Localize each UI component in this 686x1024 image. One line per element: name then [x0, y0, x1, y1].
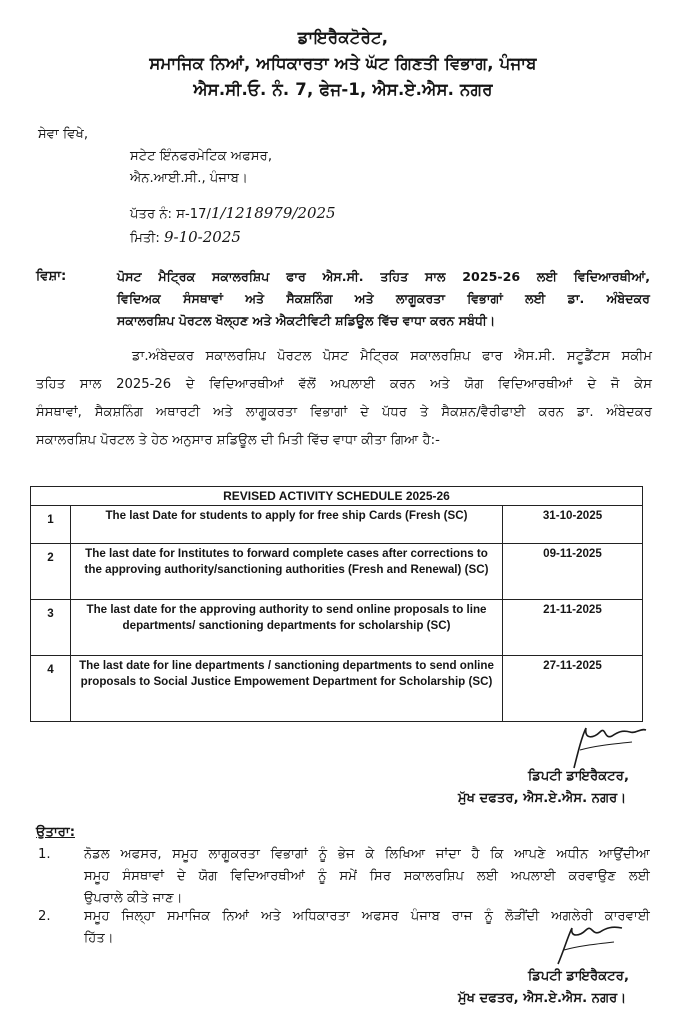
- subject-line-2: ਵਿਦਿਅਕ ਸੰਸਥਾਵਾਂ ਅਤੇ ਸੈਕਸ਼ਨਿੰਗ ਅਤੇ ਲਾਗੂਕਰਤਾ ਵਿਭਾਗਾਂ ਲਈ ਡਾ. ਅੰਬੇਦਕਰ: [117, 291, 650, 306]
- schedule-caption-row: [31, 487, 643, 506]
- department-name: ਸਮਾਜਿਕ ਨਿਆਂ, ਅਧਿਕਾਰਤਾ ਅਤੇ ਘੱਟ ਗਿਣਤੀ ਵਿਭਾਗ, ਪੰਜਾਬ: [149, 54, 537, 73]
- signatory-office: ਮੁੱਖ ਦਫਤਰ, ਐਸ.ਏ.ਐਸ. ਨਗਰ।: [458, 991, 627, 1006]
- department-address: ਐਸ.ਸੀ.ਓ. ਨੰ. 7, ਫੇਜ-1, ਐਸ.ਏ.ਐਸ. ਨਗਰ: [193, 80, 493, 99]
- letter-date-label: ਮਿਤੀ:: [130, 231, 160, 246]
- copy-item-number: 2.: [38, 909, 51, 924]
- copy-item-1-line-2: ਸਮੂਹ ਸੰਸਥਾਵਾਂ ਦੇ ਯੋਗ ਵਿਦਿਆਰਥੀਆਂ ਨੂੰ ਸਮੇਂ ਸਿਰ ਸਕਾਲਰਸ਼ਿਪ ਲਈ ਅਪਲਾਈ ਕਰਵਾਉਣ ਲਈ: [84, 869, 650, 884]
- row-number: 3: [31, 600, 71, 656]
- copy-item-1-line-3: ਉਪਰਾਲੇ ਕੀਤੇ ਜਾਣ।: [84, 891, 183, 906]
- row-date: 31-10-2025: [503, 506, 643, 544]
- row-activity: The last Date for students to apply for free ship Cards (Fresh (SC): [71, 506, 503, 544]
- schedule-table: [30, 486, 643, 722]
- subject-label: ਵਿਸ਼ਾ:: [36, 269, 67, 284]
- row-number: 4: [31, 656, 71, 722]
- addressee-office: ਐਨ.ਆਈ.ਸੀ., ਪੰਜਾਬ।: [130, 171, 248, 186]
- schedule-caption: REVISED ACTIVITY SCHEDULE 2025-26: [31, 487, 643, 506]
- signatory-designation: ਡਿਪਟੀ ਡਾਇਰੈਕਟਰ,: [528, 969, 629, 984]
- row-activity: The last date for Institutes to forward complete cases after corrections to the approving authority/sanctioning authorities (Fresh and Renewal) (SC): [71, 544, 503, 600]
- row-number: 1: [31, 506, 71, 544]
- table-row: [31, 544, 643, 600]
- row-number: 2: [31, 544, 71, 600]
- row-date: 09-11-2025: [503, 544, 643, 600]
- letter-date-value: 9-10-2025: [163, 228, 241, 246]
- signature-mark: [548, 920, 628, 966]
- letter-number-value: 1/1218979/2025: [210, 204, 336, 222]
- copy-item-number: 1.: [38, 847, 51, 862]
- department-title: ਡਾਇਰੈਕਟੋਰੇਟ,: [297, 28, 389, 47]
- row-activity: The last date for the approving authority to send online proposals to line departments/ sanctioning departments for scholarship (SC): [71, 600, 503, 656]
- signatory-office: ਮੁੱਖ ਦਫਤਰ, ਐਸ.ਏ.ਐਸ. ਨਗਰ।: [458, 791, 627, 806]
- table-row: [31, 600, 643, 656]
- subject-line-1: ਪੋਸਟ ਮੈਟ੍ਰਿਕ ਸਕਾਲਰਸ਼ਿਪ ਫਾਰ ਐਸ.ਸੀ. ਤਹਿਤ ਸਾਲ 2025-26 ਲਈ ਵਿਦਿਆਰਥੀਆਂ,: [117, 269, 650, 284]
- letter-number: [130, 202, 336, 226]
- table-row: [31, 656, 643, 722]
- copy-label: ਉਤਾਰਾ:: [36, 825, 75, 840]
- body-line-4: ਸਕਾਲਰਸ਼ਿਪ ਪੋਰਟਲ ਤੇ ਹੇਠ ਅਨੁਸਾਰ ਸ਼ਡਿਊਲ ਦੀ ਮਿਤੀ ਵਿੱਚ ਵਾਧਾ ਕੀਤਾ ਗਿਆ ਹੈ:-: [36, 433, 440, 448]
- table-row: [31, 506, 643, 544]
- copy-item-2-line-1: ਸਮੂਹ ਜਿਲ੍ਹਾ ਸਮਾਜਿਕ ਨਿਆਂ ਅਤੇ ਅਧਿਕਾਰਤਾ ਅਫਸਰ ਪੰਜਾਬ ਰਾਜ ਨੂੰ ਲੋੜੀਂਦੀ ਅਗਲੇਰੀ ਕਾਰਵਾਈ: [84, 909, 650, 924]
- copy-item-2-line-2: ਹਿੱਤ।: [84, 931, 114, 946]
- salutation: ਸੇਵਾ ਵਿਖੇ,: [38, 127, 89, 142]
- body-line-2: ਤਹਿਤ ਸਾਲ 2025-26 ਦੇ ਵਿਦਿਆਰਥੀਆਂ ਵੱਲੋਂ ਅਪਲਾਈ ਕਰਨ ਅਤੇ ਯੋਗ ਵਿਦਿਆਰਥੀਆਂ ਦੇ ਜੋ ਕੇਸ: [36, 377, 652, 392]
- body-line-1: ਡਾ.ਅੰਬੇਦਕਰ ਸਕਾਲਰਸ਼ਿਪ ਪੋਰਟਲ ਪੋਸਟ ਮੈਟ੍ਰਿਕ ਸਕਾਲਰਸ਼ਿਪ ਫਾਰ ਐਸ.ਸੀ. ਸਟੂਡੈਂਟਸ ਸਕੀਮ: [132, 349, 652, 364]
- subject-line-3: ਸਕਾਲਰਸ਼ਿਪ ਪੋਰਟਲ ਖੋਲ੍ਹਣ ਅਤੇ ਐਕਟੀਵਿਟੀ ਸ਼ਡਿਊਲ ਵਿੱਚ ਵਾਧਾ ਕਰਨ ਸਬੰਧੀ।: [117, 313, 496, 328]
- body-line-3: ਸੰਸਥਾਵਾਂ, ਸੈਕਸ਼ਨਿੰਗ ਅਥਾਰਟੀ ਅਤੇ ਲਾਗੂਕਰਤਾ ਵਿਭਾਗਾਂ ਦੇ ਪੱਧਰ ਤੇ ਸੈਕਸ਼ਨ/ਵੈਰੀਫਾਈ ਕਰਨ ਡਾ. ਅੰਬੇਦਕਰ: [36, 405, 652, 420]
- row-activity: The last date for line departments / sanctioning departments to send online proposals to Social Justice Empowement Department for Scholarship (SC): [71, 656, 503, 722]
- row-date: 21-11-2025: [503, 600, 643, 656]
- row-date: 27-11-2025: [503, 656, 643, 722]
- letter-date: [130, 226, 241, 250]
- signature-mark: [560, 722, 650, 770]
- addressee-title: ਸਟੇਟ ਇੰਨਫਰਮੇਟਿਕ ਅਫਸਰ,: [130, 149, 273, 164]
- copy-item-1-line-1: ਨੋਡਲ ਅਫਸਰ, ਸਮੂਹ ਲਾਗੂਕਰਤਾ ਵਿਭਾਗਾਂ ਨੂੰ ਭੇਜ ਕੇ ਲਿਖਿਆ ਜਾਂਦਾ ਹੈ ਕਿ ਆਪਣੇ ਅਧੀਨ ਆਉਂਦੀਆ: [84, 847, 650, 862]
- letter-number-label: ਪੱਤਰ ਨੰ: ਸ-17/: [130, 207, 211, 222]
- signatory-designation: ਡਿਪਟੀ ਡਾਇਰੈਕਟਰ,: [528, 769, 629, 784]
